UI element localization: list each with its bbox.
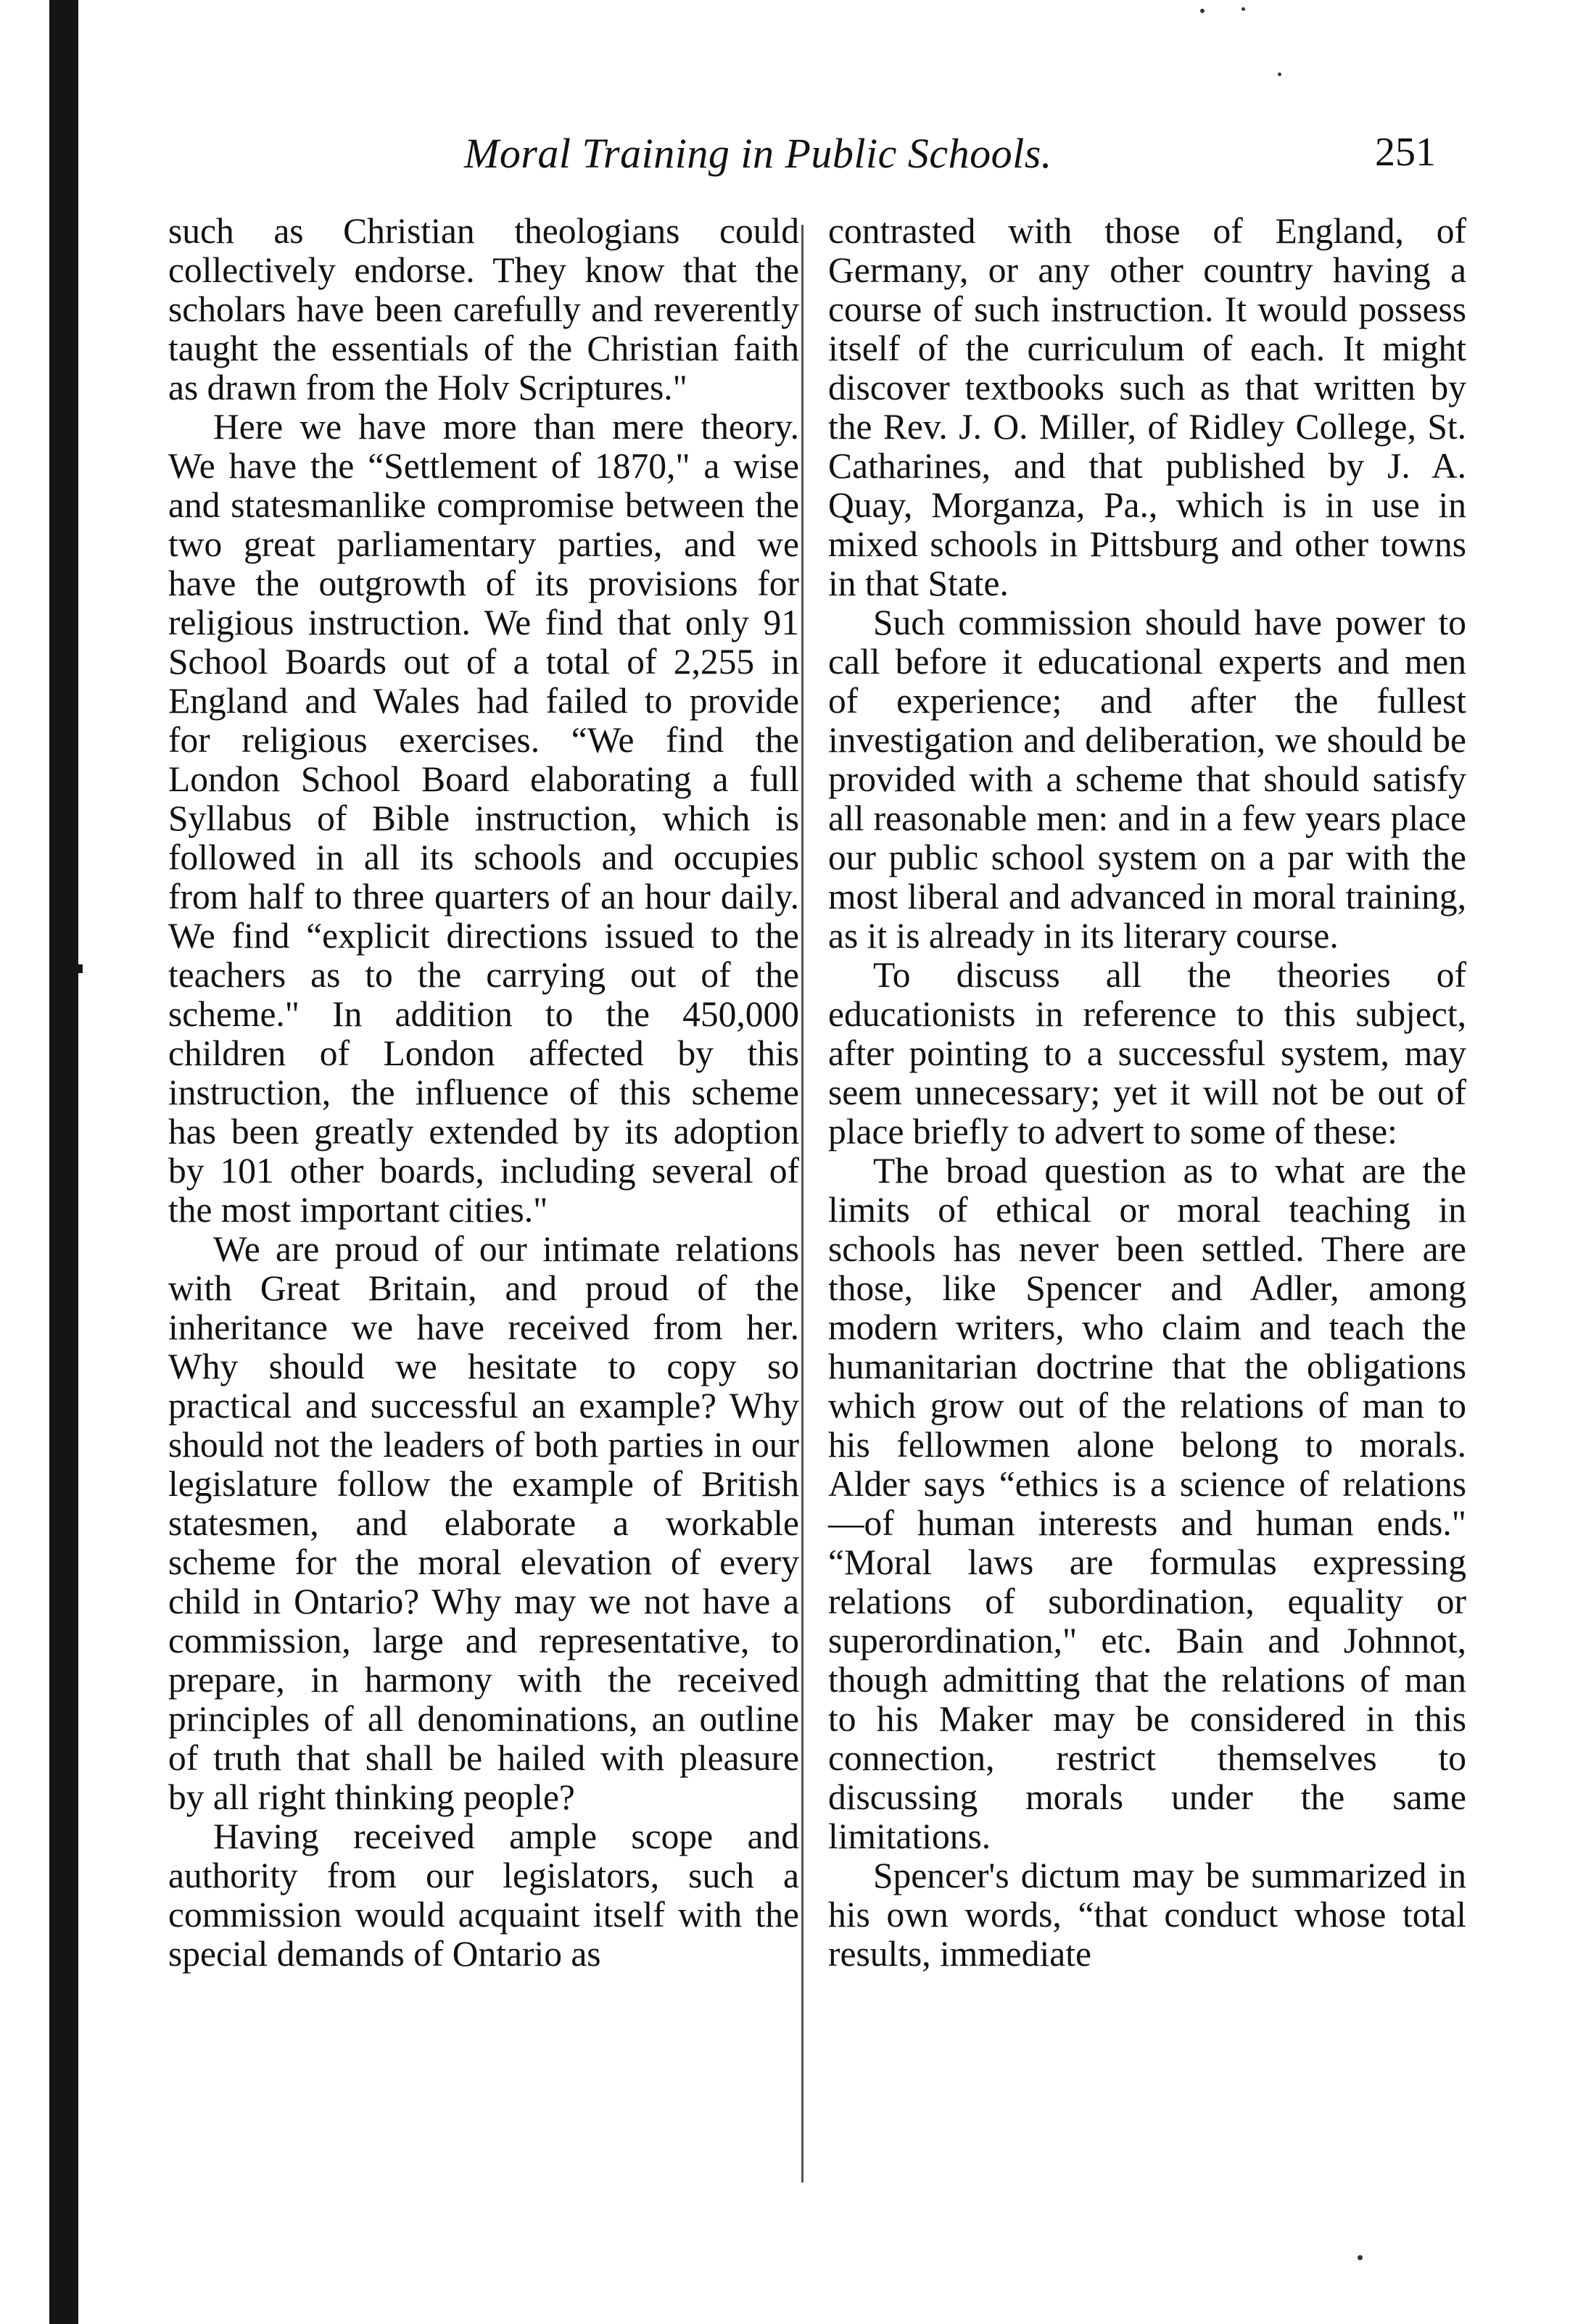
paragraph: Spencer's dictum may be summarized in his own words, “that conduct whose total results, immediate	[828, 1856, 1466, 1974]
paragraph: To discuss all the theories of educationists in reference to this subject, after pointing to a successful system, may seem unnecessary; yet it will not be out of place briefly to advert to some of these:	[828, 955, 1466, 1151]
left-column	[168, 212, 799, 1974]
right-column	[828, 212, 1466, 1974]
print-speck	[1358, 2255, 1363, 2260]
running-title: Moral Training in Public Schools.	[464, 130, 1052, 177]
paragraph: such as Christian theologians could collectively endorse. They know that the scholars have been carefully and reverently taught the essentials of the Christian faith as drawn from the Holv Scriptures."	[168, 211, 799, 408]
print-speck	[1278, 73, 1281, 76]
page-header	[464, 129, 1436, 187]
paragraph: Here we have more than mere theory. We have the “Settlement of 1870," a wise and statesmanlike compromise between the two great parliamentary parties, and we have the outgrowth of its provisions for religious instruction. We find that only 91 School Boards out of a total of 2,255 in England and Wales had failed to provide for religious exercises. “We find the London School Board elaborating a full Syllabus of Bible instruction, which is followed in all its schools and occupies from half to three quarters of an hour daily. We find “explicit directions issued to the teachers as to the carrying out of the scheme." In addition to the 450,000 children of London affected by this instruction, the influence of this scheme has been greatly extended by its adoption by 101 other boards, including several of the most important cities."	[168, 407, 799, 1230]
paragraph: The broad question as to what are the limits of ethical or moral teaching in schools has never been settled. There are those, like Spencer and Adler, among modern writers, who claim and teach the humanitarian doctrine that the obligations which grow out of the relations of man to his fellowmen alone belong to morals. Alder says “ethics is a science of relations—of human interests and human ends." “Moral laws are formulas expressing relations of subordination, equality or superordination," etc. Bain and Johnnot, though admitting that the relations of man to his Maker may be considered in this connection, restrict themselves to discussing morals under the same limitations.	[828, 1151, 1466, 1856]
binding-mark	[73, 964, 83, 973]
book-binding-edge	[49, 0, 78, 2324]
page-number: 251	[1375, 130, 1436, 175]
print-speck	[1200, 9, 1205, 13]
paragraph: We are proud of our intimate relations with Great Britain, and proud of the inheritance we have received from her. Why should we hesitate to copy so practical and successful an example? Why should not the leaders of both parties in our legislature follow the example of British statesmen, and elaborate a workable scheme for the moral elevation of every child in Ontario? Why may we not have a commission, large and representative, to prepare, in harmony with the received principles of all denominations, an outline of truth that shall be hailed with pleasure by all right thinking people?	[168, 1229, 799, 1817]
paragraph: contrasted with those of England, of Germany, or any other country having a course of such instruction. It would possess itself of the curriculum of each. It might discover textbooks such as that written by the Rev. J. O. Miller, of Ridley College, St. Catharines, and that published by J. A. Quay, Morganza, Pa., which is in use in mixed schools in Pittsburg and other towns in that State.	[828, 211, 1466, 603]
print-speck	[1241, 7, 1245, 11]
column-divider	[801, 225, 803, 2183]
paragraph: Such commission should have power to call before it educational experts and men of experience; and after the fullest investigation and deliberation, we should be provided with a scheme that should satisfy all reasonable men: and in a few years place our public school system on a par with the most liberal and advanced in moral training, as it is already in its literary course.	[828, 603, 1466, 956]
paragraph: Having received ample scope and authority from our legislators, such a commission would acquaint itself with the special demands of Ontario as	[168, 1816, 799, 1974]
